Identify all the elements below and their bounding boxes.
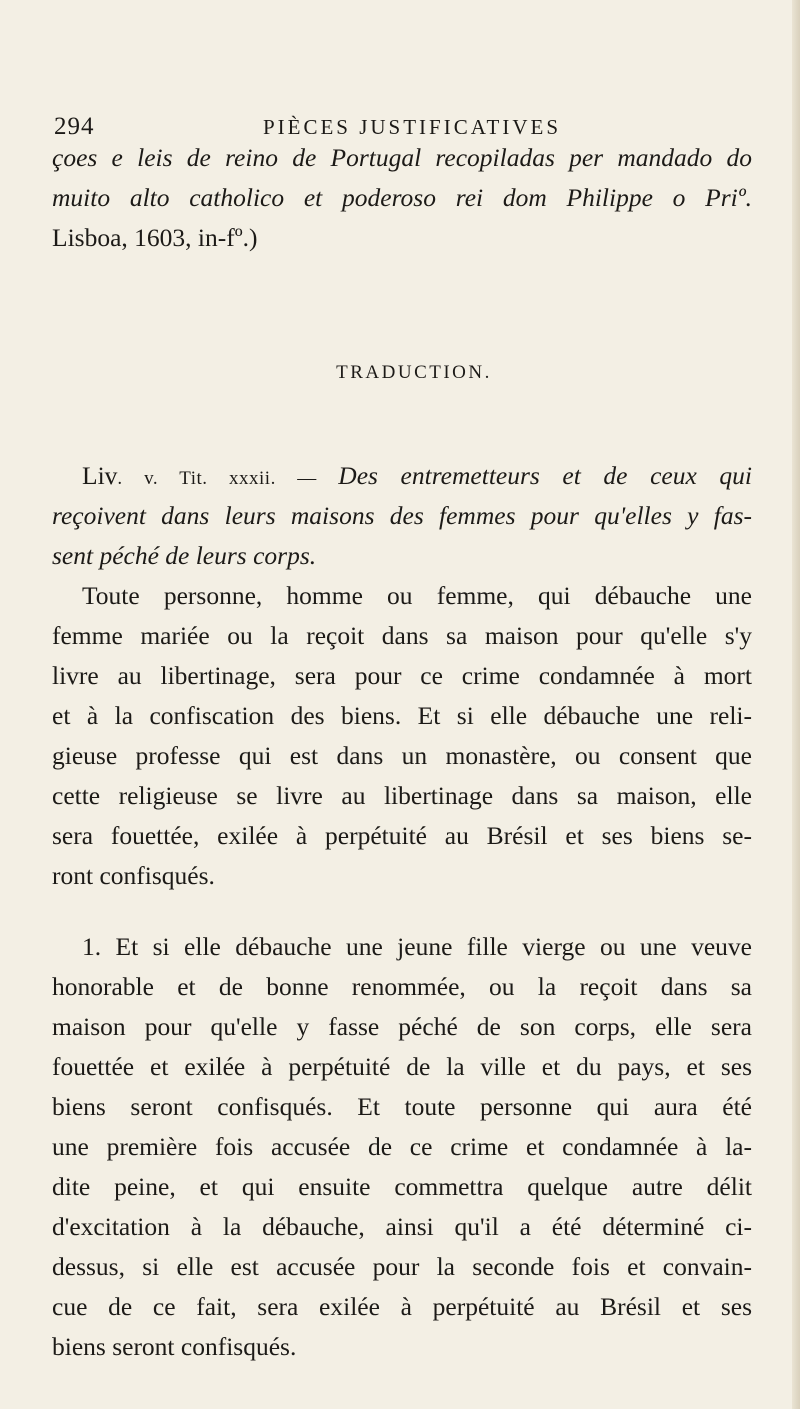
citation-continuation — [52, 138, 752, 258]
paragraph-line: dite peine, et qui ensuite commettra quelque autre délit — [52, 1172, 752, 1201]
paragraph-line: livre au libertinage, sera pour ce crime condamnée à mort — [52, 661, 752, 690]
heading-line: reçoivent dans leurs maisons des femmes pour qu'elles y fas- — [52, 501, 752, 530]
running-title: PIÈCES JUSTIFICATIVES — [262, 115, 562, 139]
heading-line: sent péché de leurs corps. — [52, 541, 317, 570]
paragraph-line: biens seront confisqués. — [52, 1332, 297, 1361]
page-number: 294 — [54, 113, 95, 140]
paragraph-line: sera fouettée, exilée à perpétuité au Brésil et ses biens se- — [52, 821, 752, 850]
paragraph-line: maison pour qu'elle y fasse péché de son corps, elle sera — [52, 1012, 752, 1041]
heading-title: Des entremetteurs et de ceux qui — [338, 461, 752, 490]
heading-line — [52, 456, 752, 496]
paragraph-line: femme mariée ou la reçoit dans sa maison pour qu'elle s'y — [52, 621, 752, 650]
paragraph-line: cette religieuse se livre au libertinage dans sa maison, elle — [52, 781, 752, 810]
citation-line: muito alto catholico et poderoso rei dom Philippe o Priº. — [52, 183, 752, 212]
paragraph-line: fouettée et exilée à perpétuité de la ville et du pays, et ses — [52, 1052, 752, 1081]
paragraph-line: biens seront confisqués. Et toute personne qui aura été — [52, 1092, 752, 1121]
paragraph-line: Toute personne, homme ou femme, qui débauche une — [82, 581, 752, 610]
citation-line: Lisboa, 1603, in-fº.) — [52, 223, 258, 252]
citation-line: çoes e leis de reino de Portugal recopiladas per mandado do — [52, 143, 752, 172]
paragraph-line: d'excitation à la débauche, ainsi qu'il a été déterminé ci- — [52, 1212, 752, 1241]
translation-body — [52, 456, 752, 1367]
heading-ref: . v. Tit. xxxii. — — [117, 468, 339, 489]
paragraph-line: 1. Et si elle débauche une jeune fille vierge ou une veuve — [82, 932, 752, 961]
heading-ref-liv: Liv — [82, 461, 118, 490]
paragraph-line: gieuse professe qui est dans un monastère, ou consent que — [52, 741, 752, 770]
paragraph-line: cue de ce fait, sera exilée à perpétuité au Brésil et ses — [52, 1292, 752, 1321]
paragraph-line: une première fois accusée de ce crime et condamnée à la- — [52, 1132, 752, 1161]
paragraph-gap — [52, 896, 752, 927]
paragraph-line: ront confisqués. — [52, 861, 215, 890]
page-edge — [792, 0, 800, 1409]
paragraph-line: honorable et de bonne renommée, ou la reçoit dans sa — [52, 972, 752, 1001]
paragraph-line: dessus, si elle est accusée pour la seconde fois et convain- — [52, 1252, 752, 1281]
section-title: TRADUCTION. — [336, 362, 492, 383]
paragraph-line: et à la confiscation des biens. Et si elle débauche une reli- — [52, 701, 752, 730]
